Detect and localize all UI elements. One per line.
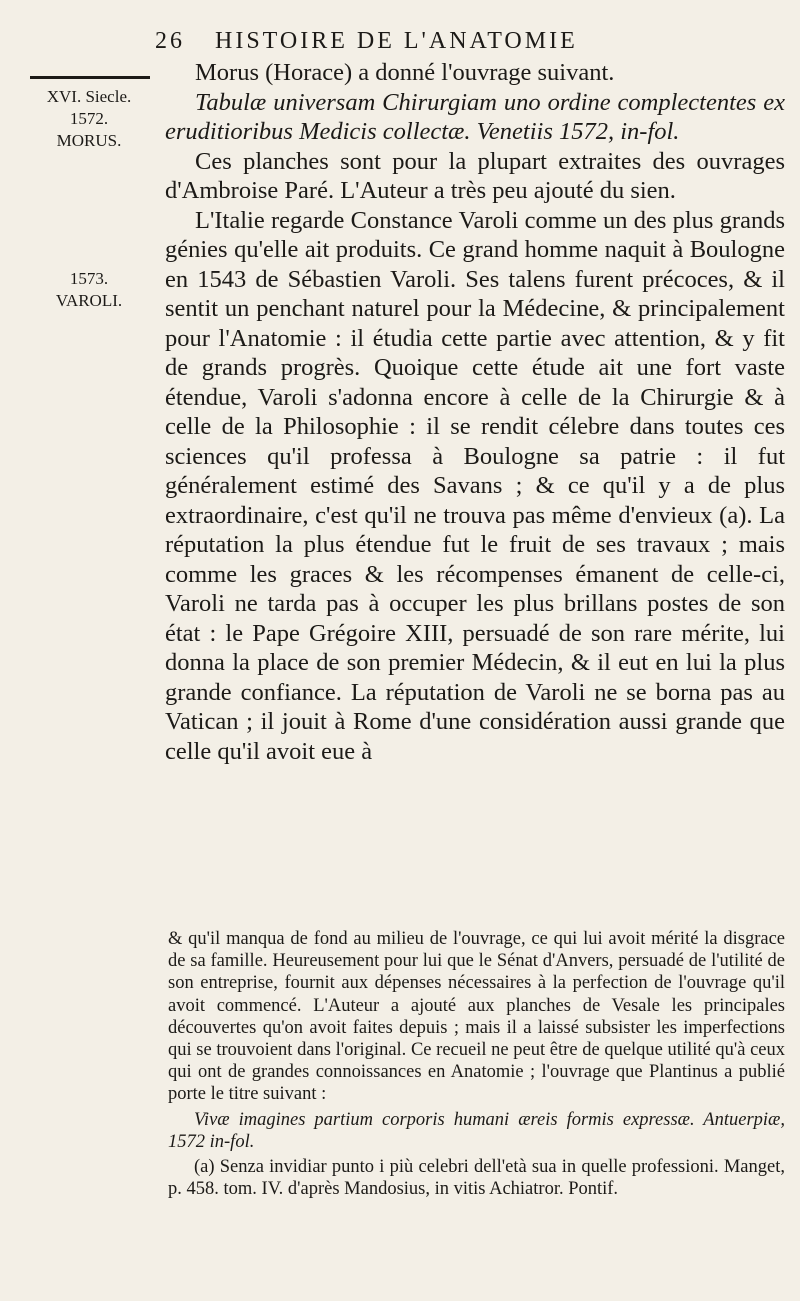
margin-rule [30,76,150,79]
margin-year-1573: 1573. [69,269,109,288]
latin-title-morus: Tabulæ universam Chirurgiam uno ordine complectentes ex eruditioribus Medicis collectæ. Venetiis 1572, in-fol. [165,88,785,145]
page-number: 26 [155,28,185,54]
margin-name-varoli: VAROLI. [55,291,123,310]
margin-name-morus: MORUS. [56,131,122,150]
running-title: HISTOIRE DE L'ANATOMIE [215,28,578,54]
paragraph-morus: Morus (Horace) a donné l'ouvrage suivant. [195,59,615,86]
footnote-a: (a) Senza invidiar punto i più celebri dell'età sua in quelle professioni. Manget, p. 458. tom. IV. d'après Mandosius, in vitis Achiatror. Pontif. [168,1157,785,1200]
paragraph-morus-title [165,88,785,147]
paragraph-planches: Ces planches sont pour la plupart extraites des ouvrages d'Ambroise Paré. L'Auteur a très peu ajouté du sien. [165,147,785,204]
margin-century: XVI. Siecle. [46,87,132,106]
running-header [155,28,795,55]
margin-note-varoli [14,268,164,312]
paragraph-varoli: L'Italie regarde Constance Varoli comme un des plus grands génies qu'elle ait produits. Ce grand homme naquit à Boulogne en 1543 de Sébastien Varoli. Ses talens furent précoces, & il sentit un penchant naturel pour la Médecine, & principalement pour l'Anatomie : il étudia cette partie avec attention, & y fit de grands progrès. Quoique cette étude ait une fort vaste étendue, Varoli s'adonna encore à celle de la Chirurgie & à celle de la Philosophie : il se rendit célebre dans toutes ces sciences qu'il professa à Boulogne sa patrie : il fut généralement estimé des Savans ; & ce qu'il y a de plus extraordinaire, c'est qu'il ne trouva pas même d'envieux (a). La réputation la plus étendue fut le fruit de ses travaux ; mais comme les graces & les récompenses émanent de celle-ci, Varoli ne tarda pas à occuper les plus brillans postes de son état : le Pape Grégoire XIII, persuadé de son rare mérite, lui donna la place de son premier Médecin, & il eut en lui la plus grande confiance. La réputation de Varoli ne se borna pas au Vatican ; il jouit à Rome d'une considération aussi grande que celle qu'il avoit eue à [165,206,785,765]
main-text [165,58,785,766]
footnote-latin-title: Vivæ imagines partium corporis humani æreis formis expressæ. Antuerpiæ, 1572 in-fol. [168,1109,785,1152]
margin-year-1572: 1572. [69,109,109,128]
footnotes [168,928,785,1200]
footnote-continued: & qu'il manqua de fond au milieu de l'ouvrage, ce qui lui avoit mérité la disgrace de sa famille. Heureusement pour lui que le Sénat d'Anvers, persuadé de l'utilité de son entreprise, fournit aux dépenses nécessaires à la perfection de l'ouvrage qu'il avoit commencé. L'Auteur a ajouté aux planches de Vesale les principales découvertes qu'on avoit faites depuis ; mais il a laissé subsister les imperfections qui se trouvoient dans l'original. Ce recueil ne peut être de quelque utilité qu'à ceux qui ont de grandes connoissances en Anatomie ; l'ouvrage que Plantinus a publié porte le titre suivant : [168,929,785,1105]
margin-note-morus [14,86,164,152]
